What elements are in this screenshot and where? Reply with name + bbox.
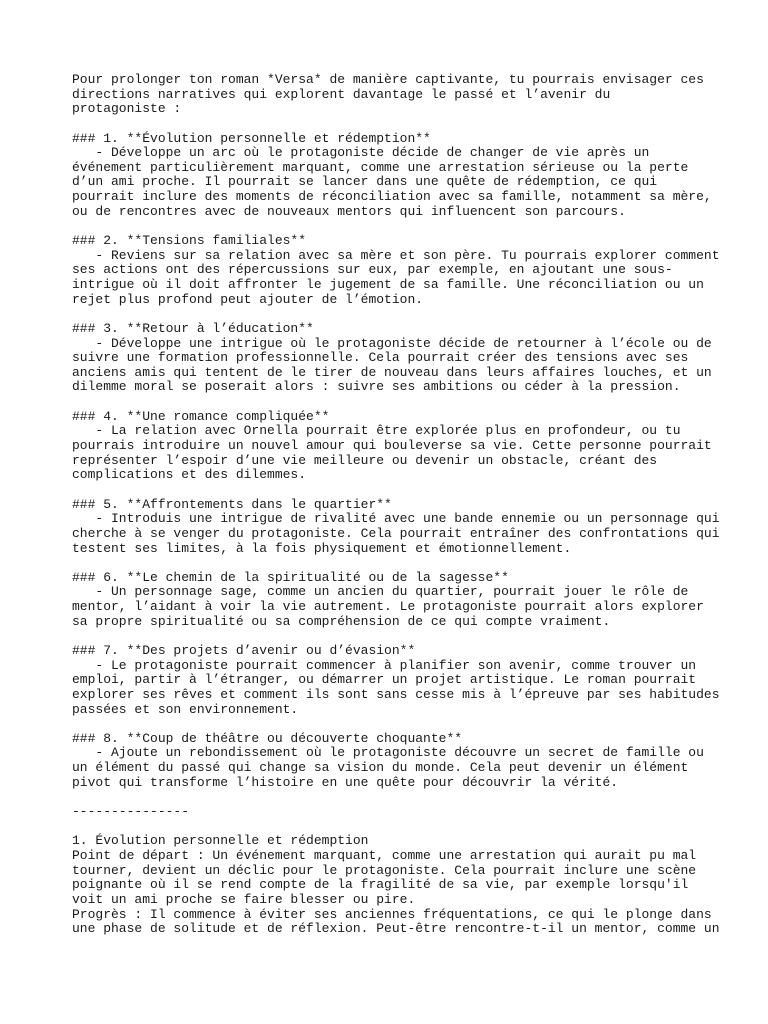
text-line: --------------- <box>72 804 190 820</box>
text-line: - Introduis une intrigue de rivalité avec une bande ennemie ou un personnage qui <box>72 511 720 527</box>
text-line: ### 3. **Retour à l’éducation** <box>72 320 314 336</box>
text-line: pourrait inclure des moments de réconciliation avec sa famille, notamment sa mère, <box>72 189 712 205</box>
text-line: complications et des dilemmes. <box>72 467 307 483</box>
text-line: ### 8. **Coup de théâtre ou découverte choquante** <box>72 730 463 746</box>
text-line: testent ses limites, à la fois physiquement et émotionnellement. <box>72 540 572 556</box>
text-line: mentor, l’aidant à voir la vie autrement. Le protagoniste pourrait alors explorer <box>72 599 704 615</box>
text-line: - Ajoute un rebondissement où le protagoniste découvre un secret de famille ou <box>72 745 704 761</box>
text-line: suivre une formation professionnelle. Cela pourrait créer des tensions avec ses <box>72 350 689 366</box>
text-line: directions narratives qui explorent davantage le passé et l’avenir du <box>72 86 611 102</box>
text-line: ### 7. **Des projets d’avenir ou d’évasion** <box>72 642 416 658</box>
blank-line <box>72 483 762 498</box>
blank-line <box>72 307 762 322</box>
text-line: dilemme moral se poserait alors : suivre ses ambitions ou céder à la pression. <box>72 379 681 395</box>
text-line: Progrès : Il commence à éviter ses anciennes fréquentations, ce qui le plonge dans <box>72 906 712 922</box>
text-line: d’un ami proche. Il pourrait se lancer dans une quête de rédemption, ce qui <box>72 174 658 190</box>
text-line: une phase de solitude et de réflexion. Peut-être rencontre-t-il un mentor, comme un <box>72 921 720 937</box>
text-line: pivot qui transforme l’histoire en une quête pour découvrir la vérité. <box>72 774 619 790</box>
text-line: sa propre spiritualité ou sa compréhension de ce qui compte vraiment. <box>72 613 611 629</box>
text-line: tourner, devient un déclic pour le protagoniste. Cela pourrait inclure une scène <box>72 862 697 878</box>
blank-line <box>72 117 762 132</box>
text-line: - La relation avec Ornella pourrait être explorée plus en profondeur, ou tu <box>72 423 681 439</box>
text-line: rejet plus profond peut ajouter de l’émotion. <box>72 291 424 307</box>
text-line: voit un ami proche se faire blesser ou pire. <box>72 891 416 907</box>
text-line: passées et son environnement. <box>72 701 299 717</box>
text-line: emploi, partir à l’étranger, ou démarrer un projet artistique. Le roman pourrait <box>72 672 697 688</box>
text-line: cherche à se venger du protagoniste. Cela pourrait entraîner des confrontations qui <box>72 525 720 541</box>
text-line: ### 1. **Évolution personnelle et rédemption** <box>72 130 431 146</box>
text-line: un élément du passé qui change sa vision du monde. Cela peut devenir un élément <box>72 760 689 776</box>
blank-line <box>72 556 762 571</box>
text-line: - Développe un arc où le protagoniste décide de changer de vie après un <box>72 145 650 161</box>
blank-line <box>72 717 762 732</box>
text-line: 1. Évolution personnelle et rédemption <box>72 833 369 849</box>
text-line: ### 6. **Le chemin de la spiritualité ou de la sagesse** <box>72 569 509 585</box>
text-line: ### 2. **Tensions familiales** <box>72 233 307 249</box>
text-line: explorer ses rêves et comment ils sont sans cesse mis à l’épreuve par ses habitudes <box>72 686 720 702</box>
text-line: pourrais introduire un nouvel amour qui bouleverse sa vie. Cette personne pourrait <box>72 438 712 454</box>
text-line: ### 4. **Une romance compliquée** <box>72 408 330 424</box>
text-line: protagoniste : <box>72 101 182 117</box>
text-line: ou de rencontres avec de nouveaux mentors qui influencent son parcours. <box>72 203 626 219</box>
text-line: - Un personnage sage, comme un ancien du quartier, pourrait jouer le rôle de <box>72 584 689 600</box>
text-line: événement particulièrement marquant, comme une arrestation sérieuse ou la perte <box>72 159 689 175</box>
blank-line <box>72 629 762 644</box>
text-line: - Développe une intrigue où le protagoniste décide de retourner à l’école ou de <box>72 335 712 351</box>
document-body <box>72 73 762 937</box>
text-line: Pour prolonger ton roman *Versa* de manière captivante, tu pourrais envisager ces <box>72 72 704 87</box>
blank-line <box>72 219 762 234</box>
text-line: intrigue où il doit affronter le jugement de sa famille. Une réconciliation ou un <box>72 276 704 292</box>
text-line: anciens amis qui tentent de le tirer de nouveau dans leurs affaires louches, et un <box>72 364 712 380</box>
blank-line <box>72 820 762 835</box>
blank-line <box>72 395 762 410</box>
text-line: ses actions ont des répercussions sur eux, par exemple, en ajoutant une sous- <box>72 262 673 278</box>
text-line: représenter l’espoir d’une vie meilleure ou devenir un obstacle, créant des <box>72 452 658 468</box>
text-line: Point de départ : Un événement marquant, comme une arrestation qui aurait pu mal <box>72 847 697 863</box>
text-line: poignante où il se rend compte de la fragilité de sa vie, par exemple lorsqu'il <box>72 877 689 893</box>
text-line: - Reviens sur sa relation avec sa mère et son père. Tu pourrais explorer comment <box>72 247 720 263</box>
blank-line <box>72 790 762 805</box>
text-line: - Le protagoniste pourrait commencer à planifier son avenir, comme trouver un <box>72 657 697 673</box>
text-line: ### 5. **Affrontements dans le quartier** <box>72 496 392 512</box>
